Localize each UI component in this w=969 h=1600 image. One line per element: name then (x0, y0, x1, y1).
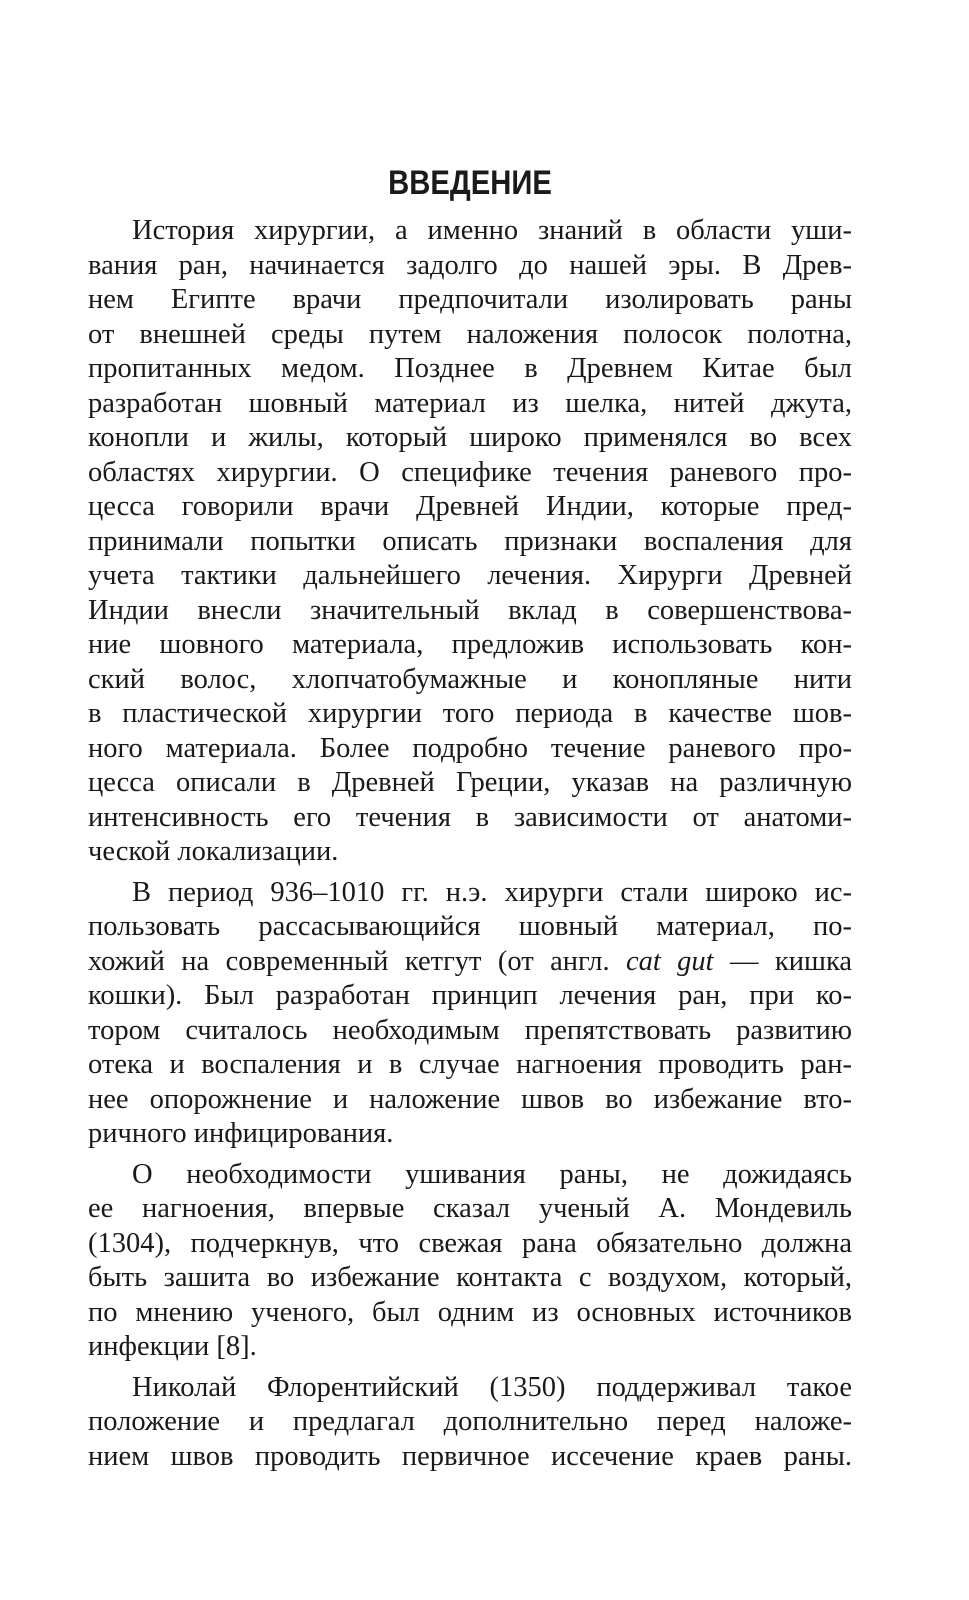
paragraph-4 (88, 1371, 852, 1475)
text-line: История хирургии, а именно знаний в области уши- (132, 215, 852, 246)
text-line: учета тактики дальнейшего лечения. Хирурги Древней (88, 560, 852, 591)
text-line: цесса говорили врачи Древней Индии, которые пред- (88, 491, 852, 522)
paragraph-3 (88, 1158, 852, 1365)
text-line: по мнению ученого, был одним из основных источников (88, 1296, 852, 1328)
text-line: В период 936–1010 гг. н.э. хирурги стали широко ис- (132, 876, 852, 908)
text-line: ее нагноения, впервые сказал ученый А. Мондевиль (88, 1193, 852, 1224)
text-line: Николай Флорентийский (1350) поддерживал такое (132, 1371, 852, 1403)
text-fragment: — кишка (713, 945, 853, 977)
page-title: ВВЕДЕНИЕ (388, 164, 552, 202)
text-line: пользовать рассасывающийся шовный материал, по- (88, 911, 852, 942)
text-line: ного материала. Более подробно течение раневого про- (88, 732, 852, 764)
italic-term: cat gut (625, 945, 714, 977)
text-line: положение и предлагал дополнительно перед наложе- (88, 1406, 852, 1437)
text-line: нем Египте врачи предпочитали изолировать раны (88, 284, 852, 315)
text-line: ский волос, хлопчатобумажные и конопляные нити (88, 663, 852, 695)
text-line: от внешней среды путем наложения полосок полотна, (88, 318, 852, 350)
text-line: инфекции [8]. (88, 1331, 257, 1362)
text-line: конопли и жилы, который широко применялся во всех (88, 422, 852, 453)
text-fragment: хожий на современный кетгут (от англ. (88, 945, 626, 977)
paragraph-1 (88, 214, 852, 870)
text-line: быть зашита во избежание контакта с воздухом, который, (88, 1262, 852, 1293)
text-line: О необходимости ушивания раны, не дожидаясь (132, 1158, 852, 1190)
text-line: разработан шовный материал из шелка, нитей джута, (88, 387, 852, 419)
text-line-with-italic (88, 945, 852, 980)
text-line: нием швов проводить первичное иссечение краев раны. (88, 1440, 852, 1472)
text-line: принимали попытки описать признаки воспаления для (88, 525, 852, 557)
text-line: пропитанных медом. Позднее в Древнем Китае был (88, 353, 852, 384)
text-line: в пластической хирургии того периода в качестве шов- (88, 698, 852, 729)
page (88, 158, 852, 1480)
text-line: нее опорожнение и наложение швов во избежание вто- (88, 1083, 852, 1115)
text-line: цесса описали в Древней Греции, указав на различную (88, 767, 852, 798)
text-line: Индии внесли значительный вклад в совершенствова- (88, 594, 852, 626)
text-line: вания ран, начинается задолго до нашей эры. В Древ- (88, 249, 852, 281)
text-line: кошки). Был разработан принцип лечения ран, при ко- (88, 980, 852, 1011)
text-line: областях хирургии. О специфике течения раневого про- (88, 456, 852, 488)
text-line: отека и воспаления и в случае нагноения проводить ран- (88, 1049, 852, 1080)
text-line: ричного инфицирования. (88, 1118, 394, 1149)
text-line: (1304), подчеркнув, что свежая рана обязательно должна (88, 1227, 852, 1259)
text-line: ние шовного материала, предложив использовать кон- (88, 629, 852, 660)
paragraph-2 (88, 876, 852, 1152)
text-line: ческой локализации. (88, 836, 339, 867)
text-line: тором считалось необходимым препятствовать развитию (88, 1014, 852, 1046)
text-line: интенсивность его течения в зависимости от анатоми- (88, 801, 852, 833)
